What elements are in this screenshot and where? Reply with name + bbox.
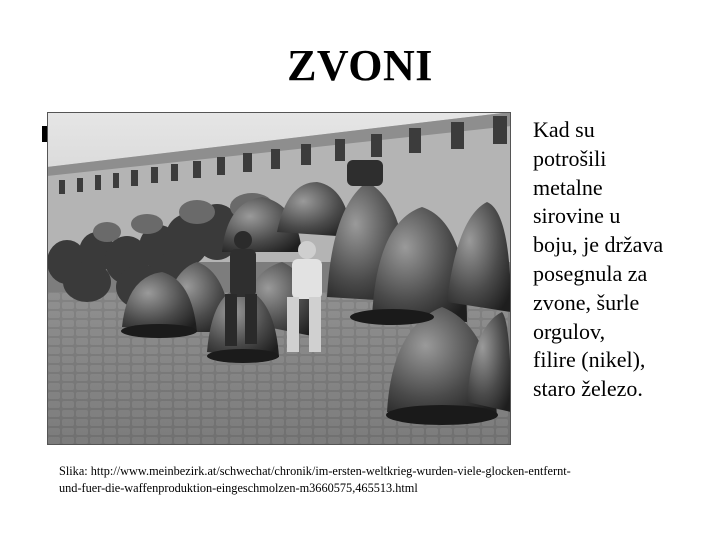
body-line: filire (nikel),	[533, 347, 646, 373]
body-line: sirovine u	[533, 203, 621, 229]
historical-photo-bells-icon	[47, 112, 511, 445]
body-line: posegnula za	[533, 260, 648, 286]
body-line: metalne	[533, 174, 603, 200]
caption-line: und-fuer-die-waffenproduktion-eingeschmolzen-m3660575,465513.html	[59, 481, 418, 495]
body-line: potrošili	[533, 145, 607, 171]
slide-title: ZVONI	[287, 41, 433, 90]
body-line: zvone, šurle	[533, 289, 640, 315]
body-line: Kad su	[533, 117, 595, 142]
caption-line: Slika: http://www.meinbezirk.at/schwechat/chronik/im-ersten-weltkrieg-wurden-viele-glocken-entfernt-	[59, 464, 571, 478]
image-source-caption	[59, 463, 679, 497]
slide-body-text	[533, 116, 713, 404]
body-line: staro železo.	[533, 376, 643, 402]
body-line: orgulov,	[533, 318, 606, 344]
body-line: boju, je država	[533, 232, 664, 258]
